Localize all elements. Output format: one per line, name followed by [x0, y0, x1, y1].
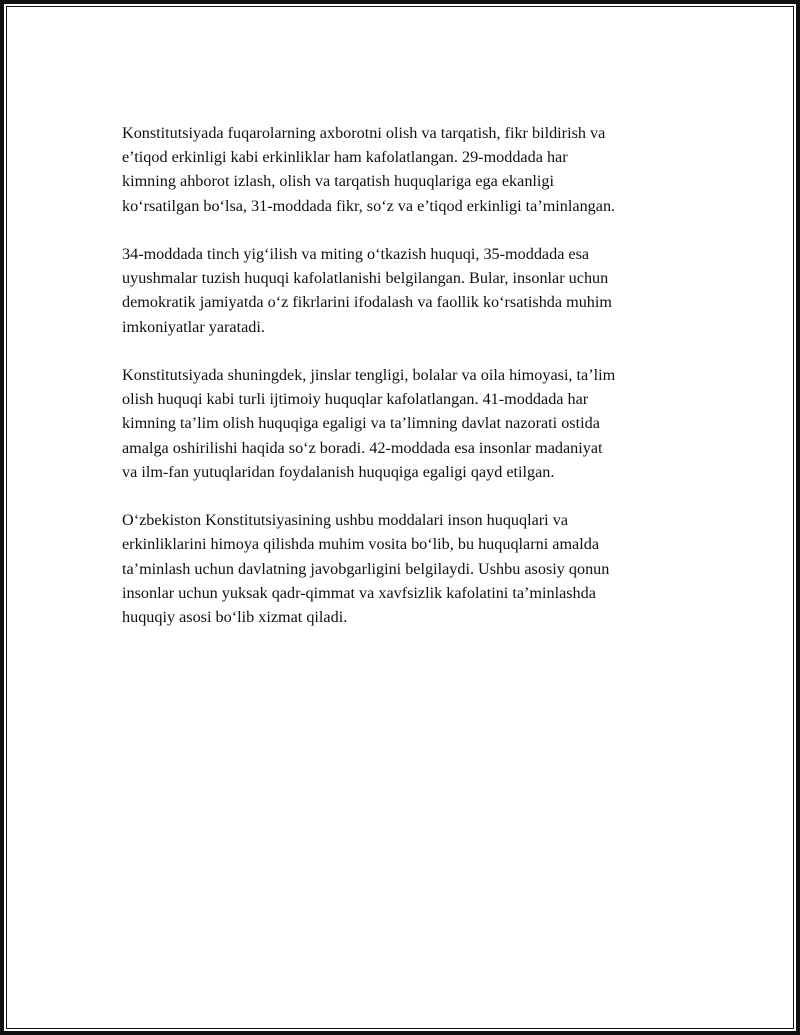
text-line: kimning ahborot izlash, olish va tarqatish huquqlariga ega ekanligi [122, 172, 555, 191]
text-line: e’tiqod erkinligi kabi erkinliklar ham kafolatlangan. 29-moddada har [122, 148, 568, 167]
paragraph-3 [122, 363, 702, 484]
paragraph-4 [122, 508, 702, 629]
text-line: demokratik jamiyatda o‘z fikrlarini ifodalash va faollik ko‘rsatishda muhim [122, 293, 612, 312]
text-line: ta’minlash uchun davlatning javobgarligini belgilaydi. Ushbu asosiy qonun [122, 559, 610, 578]
text-line: Konstitutsiyada shuningdek, jinslar tengligi, bolalar va oila himoyasi, ta’lim [122, 366, 616, 384]
text-line: huquqiy asosi bo‘lib xizmat qiladi. [122, 608, 348, 627]
paragraph-2 [122, 242, 702, 339]
text-line: kimning ta’lim olish huquqiga egaligi va ta’limning davlat nazorati ostida [122, 414, 600, 433]
text-line: ko‘rsatilgan bo‘lsa, 31-moddada fikr, so‘z va e’tiqod erkinligi ta’minlangan. [122, 196, 616, 215]
document-body [122, 121, 702, 653]
text-line: olish huquqi kabi turli ijtimoiy huquqlar kafolatlangan. 41-moddada har [122, 390, 589, 409]
paragraph-1 [122, 121, 702, 218]
text-line: insonlar uchun yuksak qadr-qimmat va xavfsizlik kafolatini ta’minlashda [122, 583, 596, 602]
text-line: erkinliklarini himoya qilishda muhim vosita bo‘lib, bu huquqlarni amalda [122, 535, 600, 554]
text-line: amalga oshirilishi haqida so‘z boradi. 42-moddada esa insonlar madaniyat [122, 438, 603, 457]
text-line: O‘zbekiston Konstitutsiyasining ushbu moddalari inson huquqlari va [122, 511, 569, 530]
text-line: 34-moddada tinch yig‘ilish va miting o‘tkazish huquqi, 35-moddada esa [122, 245, 590, 263]
text-line: imkoniyatlar yaratadi. [122, 317, 265, 336]
text-line: uyushmalar tuzish huquqi kafolatlanishi belgilangan. Bular, insonlar uchun [122, 269, 609, 288]
text-line: va ilm-fan yutuqlaridan foydalanish huquqiga egaligi qayd etilgan. [122, 462, 555, 481]
text-line: Konstitutsiyada fuqarolarning axborotni olish va tarqatish, fikr bildirish va [122, 124, 606, 142]
